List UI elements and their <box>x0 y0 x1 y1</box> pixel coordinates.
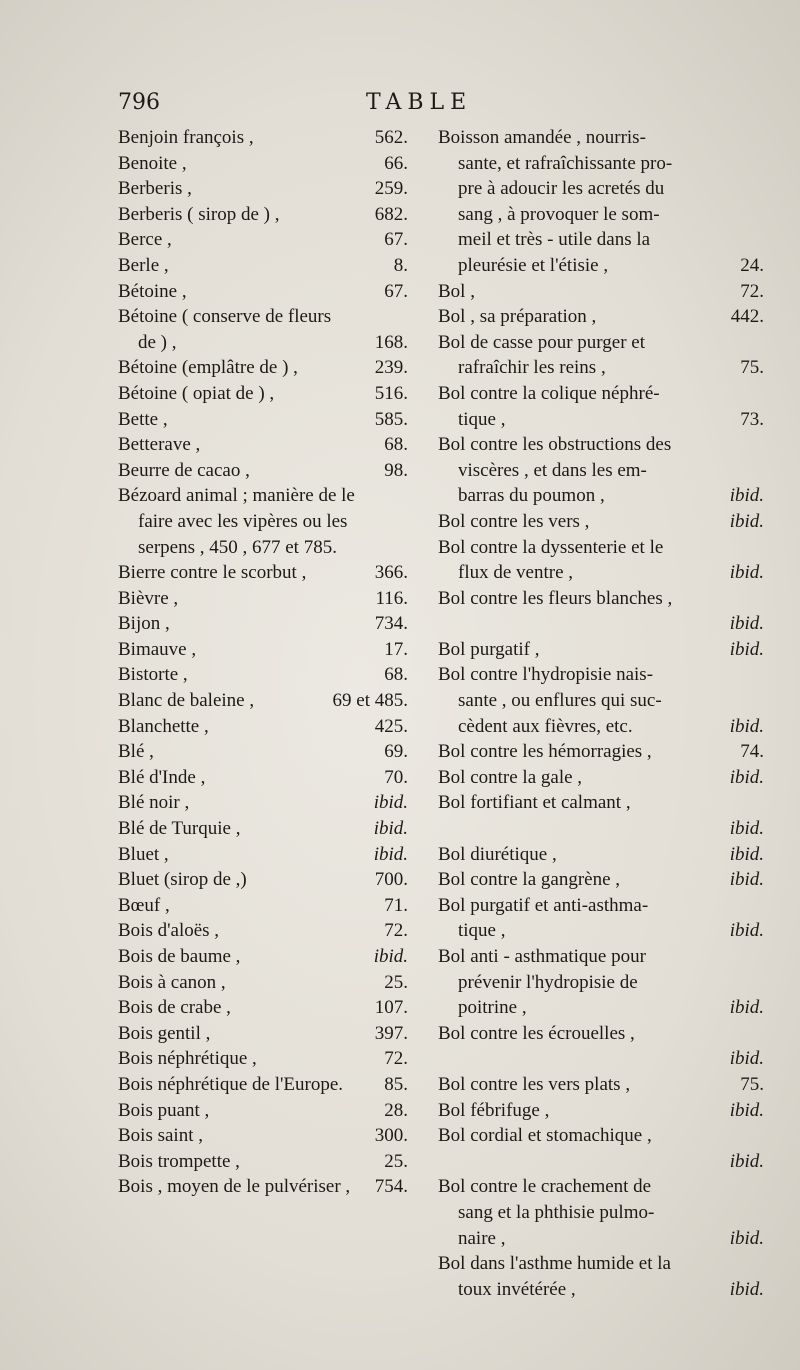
index-entry-text: Bois , moyen de le pulvériser , 754. <box>118 1174 408 1200</box>
index-entry-text: Boisson amandée , nourris- <box>438 127 646 148</box>
index-entry <box>118 790 408 816</box>
page-reference: 85. <box>384 1073 408 1095</box>
index-entry-text: Bol contre l'hydropisie nais- <box>438 664 654 686</box>
index-entry <box>118 611 408 637</box>
page-reference: 98. <box>384 459 408 481</box>
index-entry-text: tique , 73. <box>438 407 764 433</box>
index-entry-text: barras du poumon , ibid. <box>438 483 764 509</box>
index-entry <box>438 330 764 381</box>
page-reference: 68. <box>384 664 408 686</box>
page-reference: 75. <box>740 357 764 379</box>
page-reference: 116. <box>375 587 408 609</box>
index-entry <box>118 995 408 1021</box>
index-entry-text: Bol fortifiant et calmant , <box>438 792 631 814</box>
index-column-right <box>438 125 764 1302</box>
page-reference: ibid. <box>729 638 764 660</box>
index-entry-text: Blé de Turquie , ibid. <box>118 816 408 842</box>
page-reference: 72. <box>384 920 408 942</box>
index-entry <box>438 1098 764 1124</box>
page-reference: 73. <box>740 408 764 430</box>
page-reference: 69 et 485. <box>332 690 408 712</box>
page-reference: ibid. <box>729 510 764 532</box>
index-entry-text: Bois trompette , 25. <box>118 1149 408 1175</box>
page-reference: ibid. <box>729 562 764 584</box>
index-entry <box>438 842 764 868</box>
page-reference: 754. <box>374 1176 408 1198</box>
page-reference: 25. <box>384 1150 408 1172</box>
page-reference: 71. <box>384 894 408 916</box>
index-entry-text: Bol cordial et stomachique , <box>438 1125 652 1147</box>
index-entry <box>118 279 408 305</box>
index-entry <box>438 790 764 841</box>
index-column-left <box>118 125 408 1200</box>
page-reference: 67. <box>384 229 408 251</box>
page-reference: ibid. <box>373 818 408 840</box>
index-entry <box>118 1072 408 1098</box>
index-entry <box>118 765 408 791</box>
index-entry-text: Bimauve , 17. <box>118 637 408 663</box>
index-entry-text: de ) , 168. <box>118 330 408 356</box>
index-entry-text: Berberis ( sirop de ) , 682. <box>118 202 408 228</box>
index-entry-text: Bois néphrétique , 72. <box>118 1046 408 1072</box>
index-entry-text: Bijon , 734. <box>118 611 408 637</box>
index-entry-text: Bois puant , 28. <box>118 1098 408 1124</box>
index-entry <box>438 867 764 893</box>
index-entry-text: flux de ventre , ibid. <box>438 560 764 586</box>
index-entry-text: Bol contre la colique néphré- <box>438 382 660 404</box>
page-reference: 259. <box>374 178 408 200</box>
index-entry-text: Bette , 585. <box>118 407 408 433</box>
index-entry-text: Bœuf , 71. <box>118 893 408 919</box>
index-entry-text: Bol contre les écrouelles , <box>438 1022 635 1044</box>
index-entry-text: Bièvre , 116. <box>118 586 408 612</box>
index-entry-text: Berberis , 259. <box>118 176 408 202</box>
index-entry <box>118 381 408 407</box>
index-entry <box>118 560 408 586</box>
index-entry-text: toux invétérée , ibid. <box>438 1277 764 1303</box>
page-reference: ibid. <box>373 792 408 814</box>
index-entry <box>118 151 408 177</box>
index-entry-text: Bol contre les vers , ibid. <box>438 509 764 535</box>
page-reference: ibid. <box>729 766 764 788</box>
index-entry <box>118 1149 408 1175</box>
page-reference: 168. <box>374 331 408 353</box>
index-entry <box>118 662 408 688</box>
index-entry <box>438 739 764 765</box>
page-header <box>118 90 758 124</box>
index-entry-text: Blé d'Inde , 70. <box>118 765 408 791</box>
index-entry-text: Bol contre les hémorragies , 74. <box>438 739 764 765</box>
page-number: 796 <box>118 90 160 115</box>
index-entry-text: Blé noir , ibid. <box>118 790 408 816</box>
index-entry-text: pre à adoucir les acretés du <box>458 178 665 200</box>
index-entry-text: pleurésie et l'étisie , 24. <box>438 253 764 279</box>
index-entry-text: cèdent aux fièvres, etc. ibid. <box>438 714 764 740</box>
index-entry <box>118 432 408 458</box>
page-reference: 562. <box>374 127 408 148</box>
index-entry <box>118 1123 408 1149</box>
index-entry <box>118 637 408 663</box>
page-reference: 28. <box>384 1099 408 1121</box>
index-entry <box>118 227 408 253</box>
index-entry-text: Bol contre les fleurs blanches , <box>438 587 673 609</box>
index-entry <box>118 1021 408 1047</box>
page-reference: 24. <box>740 254 764 276</box>
index-entry-text: Bol contre la dyssenterie et le <box>438 536 664 558</box>
index-entry-text: Bol contre le crachement de <box>438 1176 652 1198</box>
index-entry-text: Bol diurétique , ibid. <box>438 842 764 868</box>
index-entry <box>438 1174 764 1251</box>
page-reference: 366. <box>374 562 408 584</box>
index-entry <box>438 279 764 305</box>
page-reference: 25. <box>384 971 408 993</box>
index-entry <box>438 765 764 791</box>
index-entry <box>118 970 408 996</box>
index-entry-text: Bluet , ibid. <box>118 842 408 868</box>
page-reference: ibid. <box>729 920 764 942</box>
index-entry <box>438 381 764 432</box>
index-entry <box>438 586 764 637</box>
page-reference: 66. <box>384 152 408 174</box>
index-entry <box>118 842 408 868</box>
index-entry-text: Beurre de cacao , 98. <box>118 458 408 484</box>
index-entry-text: Bol , 72. <box>438 279 764 305</box>
page-reference: 107. <box>374 997 408 1019</box>
page-reference: 69. <box>384 741 408 763</box>
page-reference: 425. <box>374 715 408 737</box>
page-reference: 70. <box>384 766 408 788</box>
index-entry-text: Blanc de baleine , 69 et 485. <box>118 688 408 714</box>
index-entry <box>438 509 764 535</box>
index-entry-text: Benoite , 66. <box>118 151 408 177</box>
index-entry <box>118 688 408 714</box>
index-entry-text: sang , à provoquer le som- <box>458 203 660 225</box>
index-entry-text: Bétoine ( conserve de fleurs <box>118 306 332 328</box>
page-reference: ibid. <box>729 613 764 635</box>
index-entry-text: Bol contre les obstructions des <box>438 434 672 456</box>
page-reference: ibid. <box>729 843 764 865</box>
index-entry-text: sante, et rafraîchissante pro- <box>458 152 673 174</box>
index-entry <box>118 867 408 893</box>
index-entry-text: Benjoin françois , 562. <box>118 125 408 151</box>
page-reference: ibid. <box>373 946 408 967</box>
page-reference: 516. <box>374 382 408 404</box>
page-reference: ibid. <box>729 1278 764 1300</box>
index-entry-text: Bol de casse pour purger et <box>438 331 646 353</box>
index-entry-text: sante , ou enflures qui suc- <box>458 690 662 712</box>
index-entry-text: Bétoine , 67. <box>118 279 408 305</box>
index-entry-text: Bois de crabe , 107. <box>118 995 408 1021</box>
index-entry <box>118 1174 408 1200</box>
index-entry-text: Bol contre les vers plats , 75. <box>438 1072 764 1098</box>
index-entry-text: serpens , 450 , 677 et 785. <box>138 536 337 558</box>
index-entry-text: Bol purgatif , ibid. <box>438 637 764 663</box>
page-reference: 397. <box>374 1022 408 1044</box>
page-reference: 700. <box>374 869 408 891</box>
index-entry-text: Bol fébrifuge , ibid. <box>438 1098 764 1124</box>
page-reference: 300. <box>374 1125 408 1147</box>
index-entry-text: viscères , et dans les em- <box>458 459 647 481</box>
page-reference: ibid. <box>729 485 764 507</box>
page-reference: ibid. <box>373 843 408 865</box>
index-entry-text: Bol contre la gangrène , ibid. <box>438 867 764 893</box>
index-entry <box>118 125 408 151</box>
index-entry-text: Bois saint , 300. <box>118 1123 408 1149</box>
index-entry <box>118 918 408 944</box>
index-entry-text: Bétoine ( opiat de ) , 516. <box>118 381 408 407</box>
page-reference: 72. <box>740 280 764 302</box>
index-entry-text: prévenir l'hydropisie de <box>458 971 638 993</box>
index-entry <box>118 304 408 355</box>
index-entry-text: naire , ibid. <box>438 1226 764 1252</box>
page-reference: ibid. <box>729 869 764 891</box>
page-reference: 239. <box>374 357 408 379</box>
index-entry-text: tique , ibid. <box>438 918 764 944</box>
index-entry-text: Bol dans l'asthme humide et la <box>438 1253 671 1275</box>
index-entry <box>438 1251 764 1302</box>
page-reference: 74. <box>740 741 764 763</box>
page-reference: 75. <box>740 1073 764 1095</box>
page-reference: ibid. <box>729 1099 764 1121</box>
index-entry <box>438 535 764 586</box>
index-entry-text: Bois gentil , 397. <box>118 1021 408 1047</box>
index-entry-text: Bistorte , 68. <box>118 662 408 688</box>
index-entry <box>438 125 764 279</box>
index-entry <box>118 714 408 740</box>
index-entry-text: Bois à canon , 25. <box>118 970 408 996</box>
index-entry <box>438 304 764 330</box>
index-entry <box>118 253 408 279</box>
index-entry <box>118 407 408 433</box>
index-entry-text: Bluet (sirop de ,) 700. <box>118 867 408 893</box>
page-reference: ibid. <box>729 715 764 737</box>
page-reference: 734. <box>374 613 408 635</box>
index-entry <box>118 202 408 228</box>
index-entry <box>438 1123 764 1174</box>
index-entry-text: sang et la phthisie pulmo- <box>458 1201 655 1223</box>
page-reference: ibid. <box>729 1150 764 1172</box>
page-reference: ibid. <box>729 1227 764 1249</box>
index-entry-text: Bois de baume , ibid. <box>118 944 408 970</box>
index-entry-text: rafraîchir les reins , 75. <box>438 355 764 381</box>
page-reference: 8. <box>393 254 408 276</box>
page-reference: ibid. <box>729 818 764 840</box>
index-entry <box>118 944 408 970</box>
index-entry <box>118 1046 408 1072</box>
index-entry <box>118 1098 408 1124</box>
index-entry <box>438 432 764 509</box>
page-reference: 68. <box>384 434 408 456</box>
index-entry <box>438 1021 764 1072</box>
page-reference: ibid. <box>729 1048 764 1070</box>
index-entry-text: poitrine , ibid. <box>438 995 764 1021</box>
index-entry-text: Berle , 8. <box>118 253 408 279</box>
index-entry-text: meil et très - utile dans la <box>458 229 651 251</box>
index-entry-text: faire avec les vipères ou les <box>138 510 348 532</box>
index-entry <box>118 893 408 919</box>
index-entry <box>438 1072 764 1098</box>
index-entry <box>118 739 408 765</box>
index-entry-text: Bol anti - asthmatique pour <box>438 946 646 967</box>
index-entry <box>118 586 408 612</box>
index-entry <box>438 637 764 663</box>
page-reference: 682. <box>374 203 408 225</box>
index-entry-text: Blé , 69. <box>118 739 408 765</box>
index-entry-text: Bétoine (emplâtre de ) , 239. <box>118 355 408 381</box>
index-entry-text: Bois néphrétique de l'Europe. 85. <box>118 1072 408 1098</box>
index-entry-text: Bois d'aloës , 72. <box>118 918 408 944</box>
index-entry-text: Bierre contre le scorbut , 366. <box>118 560 408 586</box>
running-title: TABLE <box>366 90 473 115</box>
page-reference: 72. <box>384 1048 408 1070</box>
index-entry <box>118 176 408 202</box>
page-reference: 585. <box>374 408 408 430</box>
index-entry-text: Bol , sa préparation , 442. <box>438 304 764 330</box>
page-reference: ibid. <box>729 997 764 1019</box>
index-entry <box>118 355 408 381</box>
index-entry-text: Bol purgatif et anti-asthma- <box>438 894 649 916</box>
page-reference: 67. <box>384 280 408 302</box>
index-entry <box>118 483 408 560</box>
index-entry <box>438 944 764 1021</box>
index-entry-text: Bol contre la gale , ibid. <box>438 765 764 791</box>
index-entry-text: Berce , 67. <box>118 227 408 253</box>
index-entry-text: Bézoard animal ; manière de le <box>118 485 355 507</box>
page-reference: 17. <box>384 638 408 660</box>
index-entry <box>118 458 408 484</box>
page-reference: 442. <box>730 306 764 328</box>
index-entry <box>118 816 408 842</box>
index-entry-text: Blanchette , 425. <box>118 714 408 740</box>
index-entry <box>438 662 764 739</box>
index-entry-text: Betterave , 68. <box>118 432 408 458</box>
index-entry <box>438 893 764 944</box>
